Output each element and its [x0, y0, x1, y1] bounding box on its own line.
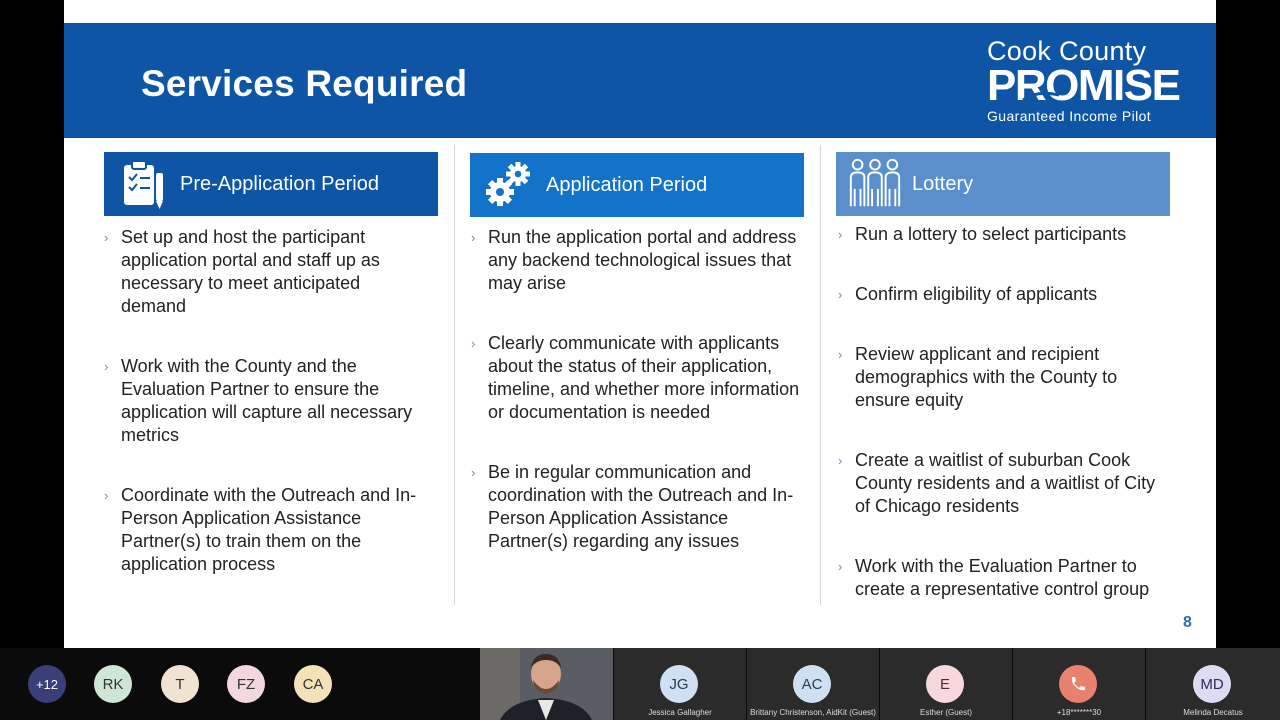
column-heading: Application Period	[546, 173, 708, 196]
page-number: 8	[1183, 614, 1192, 631]
list-item: › Coordinate with the Outreach and In-Person Application Assistance Partner(s) to train them on the application process	[104, 485, 417, 574]
column-divider	[820, 145, 821, 605]
participant-tile[interactable]	[614, 648, 746, 720]
clipboard-pen-icon	[114, 155, 172, 213]
list-item: › Create a waitlist of suburban Cook County residents and a waitlist of City of Chicago residents	[838, 450, 1156, 516]
logo-line2: PROMISE	[987, 61, 1180, 110]
chevron-right-icon: ›	[104, 488, 109, 503]
list-item: › Work with the County and the Evaluation Partner to ensure the application will capture all necessary metrics	[104, 356, 413, 445]
list-item: › Be in regular communication and coordination with the Outreach and In-Person Application Assistance Partner(s) regarding any issues	[471, 462, 794, 551]
bullet-list-lottery	[838, 223, 1158, 638]
cook-county-promise-logo	[987, 36, 1180, 124]
chevron-right-icon: ›	[838, 347, 843, 362]
chevron-right-icon: ›	[838, 559, 843, 574]
column-header-lottery	[836, 152, 1170, 216]
chevron-right-icon: ›	[838, 453, 843, 468]
list-item: › Clearly communicate with applicants about the status of their application, timeline, and whether more information or documentation is needed	[471, 333, 800, 422]
list-item: › Review applicant and recipient demographics with the County to ensure equity	[838, 344, 1118, 410]
participant-avatar[interactable]: FZ	[227, 665, 265, 703]
slide-header	[64, 23, 1216, 138]
people-group-icon	[846, 155, 904, 213]
list-item: › Confirm eligibility of applicants	[838, 284, 1098, 304]
bullet-list-pre-application	[104, 226, 424, 613]
chevron-right-icon: ›	[838, 287, 843, 302]
participant-name: +18*******30	[1056, 708, 1102, 717]
logo-line3: Guaranteed Income Pilot	[987, 108, 1152, 124]
chevron-right-icon: ›	[104, 230, 109, 245]
speaker-video-tile[interactable]	[480, 648, 613, 720]
participant-avatar: AC	[793, 665, 831, 703]
column-heading: Pre-Application Period	[180, 172, 379, 195]
participant-avatar: MD	[1193, 665, 1231, 703]
participant-avatar[interactable]: T	[161, 665, 199, 703]
chevron-right-icon: ›	[471, 230, 476, 245]
participant-name: Melinda Decatus	[1183, 708, 1243, 717]
participant-name: Brittany Christenson, AidKit (Guest)	[750, 708, 876, 717]
phone-caller-icon	[1059, 665, 1097, 703]
chevron-right-icon: ›	[104, 359, 109, 374]
logo-line1: Cook County	[987, 36, 1147, 66]
bullet-list-application	[471, 226, 801, 590]
participant-avatar[interactable]: RK	[94, 665, 132, 703]
column-header-application	[470, 153, 804, 217]
gears-icon	[480, 156, 538, 214]
participant-name: Esther (Guest)	[919, 708, 972, 717]
participant-avatar: E	[926, 665, 964, 703]
column-divider	[454, 145, 455, 605]
list-item: › Set up and host the participant application portal and staff up as necessary to meet anticipated demand	[104, 227, 380, 316]
chevron-right-icon: ›	[838, 227, 843, 242]
column-heading: Lottery	[912, 172, 974, 195]
slide-title: Services Required	[141, 63, 468, 104]
swoosh-icon	[1021, 89, 1061, 103]
participant-name: Jessica Gallagher	[648, 708, 712, 717]
participant-tile[interactable]	[1013, 648, 1145, 720]
list-item: › Run a lottery to select participants	[838, 224, 1127, 244]
more-participants-button[interactable]: +12	[28, 665, 66, 703]
participant-avatar: JG	[660, 665, 698, 703]
participant-tile[interactable]	[747, 648, 879, 720]
list-item: › Work with the Evaluation Partner to create a representative control group	[838, 556, 1150, 599]
participant-tile[interactable]	[880, 648, 1012, 720]
list-item: › Run the application portal and address any backend technological issues that may arise	[471, 227, 797, 293]
chevron-right-icon: ›	[471, 336, 476, 351]
presentation-slide	[64, 0, 1216, 648]
participant-tile[interactable]	[1146, 648, 1280, 720]
participant-avatar[interactable]: CA	[294, 665, 332, 703]
chevron-right-icon: ›	[471, 465, 476, 480]
speaker-silhouette-icon	[480, 648, 613, 720]
column-header-pre-application	[104, 152, 438, 216]
